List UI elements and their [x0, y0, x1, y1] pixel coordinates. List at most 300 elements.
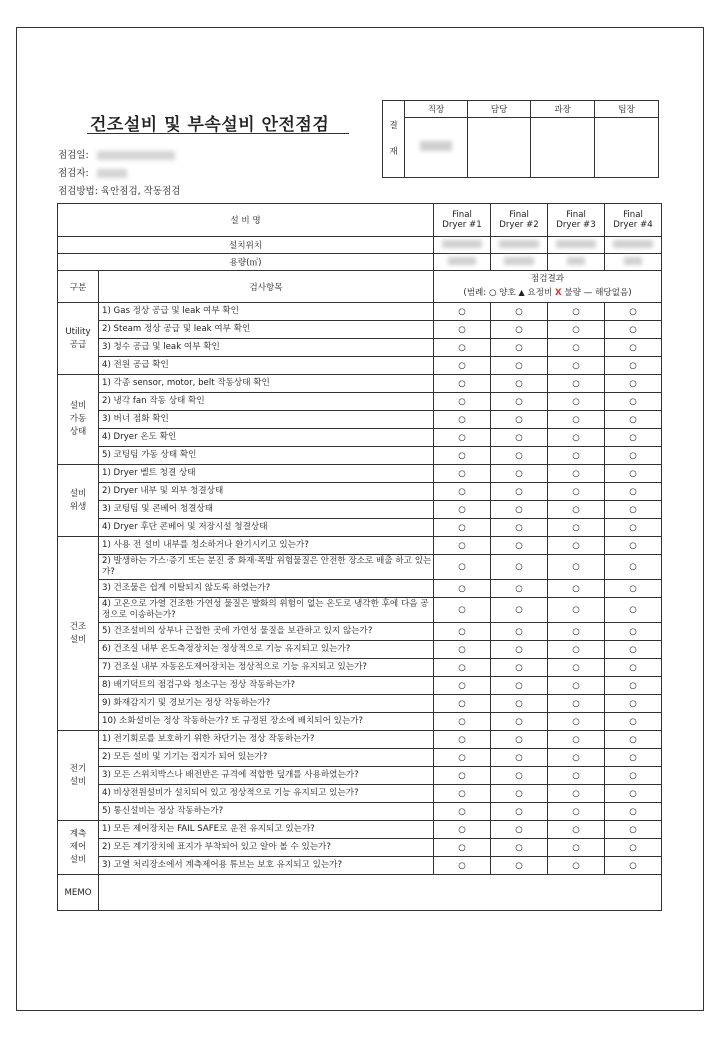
result-cell[interactable]: [548, 321, 605, 339]
good-mark-icon: ○: [572, 842, 580, 853]
result-cell[interactable]: [491, 623, 548, 641]
approval-role: 직장: [405, 101, 468, 118]
result-cell[interactable]: [434, 321, 491, 339]
result-cell[interactable]: [491, 447, 548, 465]
result-cell[interactable]: [491, 857, 548, 875]
result-cell[interactable]: [434, 623, 491, 641]
good-mark-icon: ○: [458, 432, 466, 443]
result-cell[interactable]: [491, 695, 548, 713]
result-cell[interactable]: [491, 537, 548, 555]
checklist-row: [58, 429, 662, 447]
redacted-inspector: [97, 169, 127, 178]
result-cell[interactable]: [548, 641, 605, 659]
checklist-row: [58, 483, 662, 501]
result-cell[interactable]: [434, 519, 491, 537]
good-mark-icon: ○: [458, 770, 466, 781]
checklist-row: [58, 357, 662, 375]
good-mark-icon: ○: [515, 306, 523, 317]
approval-box: [382, 100, 659, 178]
checklist-row: [58, 375, 662, 393]
redacted-capacity: [548, 254, 605, 271]
result-cell[interactable]: [434, 580, 491, 598]
good-mark-icon: ○: [515, 468, 523, 479]
good-mark-icon: ○: [458, 562, 466, 572]
memo-field[interactable]: [99, 875, 662, 911]
result-cell[interactable]: [548, 537, 605, 555]
approval-signature-cell: [405, 118, 468, 178]
good-mark-icon: ○: [629, 324, 637, 335]
result-cell[interactable]: [434, 749, 491, 767]
good-mark-icon: ○: [629, 788, 637, 799]
result-cell[interactable]: [491, 555, 548, 580]
checklist-item-text: 7) 건조실 내부 자동온도제어장치는 정상적으로 기능 유지되고 있는가?: [99, 659, 434, 677]
result-cell[interactable]: [548, 393, 605, 411]
checklist-row: [58, 393, 662, 411]
good-mark-icon: ○: [458, 342, 466, 353]
result-cell[interactable]: [434, 857, 491, 875]
good-mark-icon: ○: [572, 626, 580, 637]
inspection-date-row: [58, 147, 175, 161]
result-cell[interactable]: [605, 339, 662, 357]
good-mark-icon: ○: [458, 522, 466, 533]
result-cell[interactable]: [605, 839, 662, 857]
result-cell[interactable]: [491, 803, 548, 821]
result-cell[interactable]: [434, 537, 491, 555]
result-cell[interactable]: [605, 375, 662, 393]
result-cell[interactable]: [548, 555, 605, 580]
result-cell[interactable]: [491, 659, 548, 677]
result-cell[interactable]: [434, 731, 491, 749]
good-mark-icon: ○: [458, 788, 466, 799]
inspection-method: 점검방법: 육안점검, 작동점검: [58, 186, 181, 197]
good-mark-icon: ○: [629, 360, 637, 371]
result-cell[interactable]: [548, 731, 605, 749]
good-mark-icon: ○: [458, 752, 466, 763]
result-cell[interactable]: [491, 749, 548, 767]
result-cell[interactable]: [491, 393, 548, 411]
bad-legend-icon: X: [555, 288, 562, 298]
good-mark-icon: ○: [515, 734, 523, 745]
checklist-row: [58, 537, 662, 555]
result-cell[interactable]: [434, 375, 491, 393]
good-mark-icon: ○: [629, 842, 637, 853]
checklist-item-text: 1) Dryer 벨트 청결 상태: [99, 465, 434, 483]
result-cell[interactable]: [548, 695, 605, 713]
result-cell[interactable]: [491, 429, 548, 447]
result-cell[interactable]: [434, 483, 491, 501]
good-mark-icon: ○: [572, 414, 580, 425]
checklist-row: [58, 519, 662, 537]
checklist-item-text: 5) 건조설비의 상부나 근접한 곳에 가연성 물질을 보관하고 있지 않는가?: [99, 623, 434, 641]
good-mark-icon: ○: [629, 540, 637, 551]
approval-role: 담당: [468, 101, 531, 118]
checklist-row: [58, 767, 662, 785]
result-cell[interactable]: [434, 641, 491, 659]
result-legend: (범례: ○ 양호 ▲ 요정비 X 불량 — 해당없음): [463, 288, 632, 298]
checklist-item-text: 5) 코팅팀 가동 상태 확인: [99, 447, 434, 465]
result-cell[interactable]: [548, 598, 605, 623]
checklist-row: [58, 580, 662, 598]
good-mark-icon: ○: [458, 806, 466, 817]
redacted-date: [97, 151, 175, 160]
result-cell[interactable]: [548, 713, 605, 731]
good-mark-icon: ○: [572, 378, 580, 389]
good-mark-icon: ○: [629, 734, 637, 745]
good-mark-icon: ○: [572, 486, 580, 497]
result-cell[interactable]: [434, 411, 491, 429]
result-cell[interactable]: [605, 803, 662, 821]
approval-signature-cell: [595, 118, 659, 178]
checklist-row: [58, 803, 662, 821]
result-cell[interactable]: [548, 659, 605, 677]
result-cell[interactable]: [491, 303, 548, 321]
result-cell[interactable]: [434, 598, 491, 623]
location-label: 설치위치: [58, 237, 434, 254]
result-cell[interactable]: [548, 767, 605, 785]
category-label: 계측 제어 설비: [58, 821, 99, 875]
good-mark-icon: ○: [515, 414, 523, 425]
checklist-row: [58, 821, 662, 839]
result-cell[interactable]: [491, 677, 548, 695]
result-cell[interactable]: [548, 857, 605, 875]
result-cell[interactable]: [434, 339, 491, 357]
result-cell[interactable]: [548, 303, 605, 321]
result-cell[interactable]: [548, 501, 605, 519]
result-cell[interactable]: [491, 483, 548, 501]
result-cell[interactable]: [548, 519, 605, 537]
good-mark-icon: ○: [629, 414, 637, 425]
result-cell[interactable]: [548, 465, 605, 483]
good-mark-icon: ○: [572, 522, 580, 533]
column-header-row: [58, 271, 662, 303]
result-cell[interactable]: [548, 447, 605, 465]
checklist-item-text: 3) 건조물은 쉽게 이탈되지 않도록 하였는가?: [99, 580, 434, 598]
result-cell[interactable]: [605, 447, 662, 465]
result-cell[interactable]: [434, 713, 491, 731]
good-mark-icon: ○: [458, 605, 466, 615]
result-cell[interactable]: [605, 501, 662, 519]
checklist-item-text: 3) 고열 처리장소에서 계측제어용 튜브는 보호 유지되고 있는가?: [99, 857, 434, 875]
result-cell[interactable]: [605, 465, 662, 483]
good-mark-icon: ○: [629, 626, 637, 637]
good-mark-icon: ○: [458, 698, 466, 709]
result-cell[interactable]: [605, 659, 662, 677]
result-cell[interactable]: [434, 821, 491, 839]
redacted-capacity: [434, 254, 491, 271]
result-cell[interactable]: [548, 339, 605, 357]
checklist-row: [58, 623, 662, 641]
checklist-row: [58, 303, 662, 321]
result-cell[interactable]: [434, 677, 491, 695]
result-cell[interactable]: [434, 695, 491, 713]
result-cell[interactable]: [491, 598, 548, 623]
redacted-location: [434, 237, 491, 254]
good-mark-icon: ○: [629, 583, 637, 594]
good-legend-icon: ○: [488, 288, 497, 298]
category-label: 설비 가동 상태: [58, 375, 99, 465]
category-label: 건조 설비: [58, 537, 99, 731]
result-cell[interactable]: [548, 821, 605, 839]
result-cell[interactable]: [548, 803, 605, 821]
result-cell[interactable]: [491, 411, 548, 429]
result-cell[interactable]: [434, 465, 491, 483]
result-cell[interactable]: [605, 555, 662, 580]
result-cell[interactable]: [434, 447, 491, 465]
result-cell[interactable]: [434, 357, 491, 375]
result-cell[interactable]: [548, 357, 605, 375]
good-mark-icon: ○: [629, 450, 637, 461]
capacity-label: 용량(㎥): [58, 254, 434, 271]
good-mark-icon: ○: [515, 644, 523, 655]
category-label: 설비 위생: [58, 465, 99, 537]
result-cell[interactable]: [605, 429, 662, 447]
result-cell[interactable]: [491, 839, 548, 857]
dryer-header: Final Dryer #4: [605, 204, 662, 237]
result-cell[interactable]: [605, 623, 662, 641]
good-mark-icon: ○: [515, 662, 523, 673]
title-underline: [87, 133, 349, 134]
result-cell[interactable]: [548, 483, 605, 501]
result-cell[interactable]: [548, 677, 605, 695]
checklist-row: [58, 321, 662, 339]
result-cell[interactable]: [548, 411, 605, 429]
result-cell[interactable]: [605, 393, 662, 411]
good-mark-icon: ○: [572, 562, 580, 572]
good-mark-icon: ○: [572, 698, 580, 709]
good-mark-icon: ○: [515, 626, 523, 637]
checklist-item-text: 2) Steam 정상 공급 및 leak 여부 확인: [99, 321, 434, 339]
result-cell[interactable]: [434, 501, 491, 519]
checklist-row: [58, 749, 662, 767]
result-cell[interactable]: [434, 785, 491, 803]
result-cell[interactable]: [491, 641, 548, 659]
result-cell[interactable]: [605, 483, 662, 501]
good-mark-icon: ○: [629, 562, 637, 572]
good-mark-icon: ○: [629, 306, 637, 317]
result-cell[interactable]: [434, 803, 491, 821]
good-mark-icon: ○: [572, 306, 580, 317]
result-cell[interactable]: [434, 767, 491, 785]
result-cell[interactable]: [434, 659, 491, 677]
result-cell[interactable]: [605, 411, 662, 429]
result-cell[interactable]: [491, 357, 548, 375]
redacted-location: [491, 237, 548, 254]
inspection-table: [57, 203, 662, 911]
checklist-row: [58, 695, 662, 713]
good-mark-icon: ○: [458, 504, 466, 515]
good-mark-icon: ○: [629, 378, 637, 389]
memo-row: [58, 875, 662, 911]
good-mark-icon: ○: [572, 752, 580, 763]
good-mark-icon: ○: [629, 770, 637, 781]
result-cell[interactable]: [491, 465, 548, 483]
result-cell[interactable]: [491, 321, 548, 339]
result-cell[interactable]: [605, 321, 662, 339]
good-mark-icon: ○: [629, 468, 637, 479]
result-cell[interactable]: [491, 767, 548, 785]
checklist-row: [58, 339, 662, 357]
checklist-item-text: 2) Dryer 내부 및 외부 청결상태: [99, 483, 434, 501]
result-cell[interactable]: [434, 839, 491, 857]
category-header: 구분: [58, 271, 99, 303]
result-cell[interactable]: [434, 393, 491, 411]
good-mark-icon: ○: [515, 788, 523, 799]
equipment-name-row: [58, 204, 662, 237]
good-mark-icon: ○: [515, 752, 523, 763]
result-cell[interactable]: [605, 749, 662, 767]
good-mark-icon: ○: [629, 662, 637, 673]
good-mark-icon: ○: [458, 414, 466, 425]
good-mark-icon: ○: [458, 626, 466, 637]
good-mark-icon: ○: [458, 842, 466, 853]
good-mark-icon: ○: [572, 583, 580, 594]
result-cell[interactable]: [434, 555, 491, 580]
good-mark-icon: ○: [515, 770, 523, 781]
good-mark-icon: ○: [458, 306, 466, 317]
good-mark-icon: ○: [572, 662, 580, 673]
inspector-label: 점검자:: [58, 168, 89, 179]
checklist-item-text: 2) 모든 설비 및 기기는 접지가 되어 있는가?: [99, 749, 434, 767]
dryer-header: Final Dryer #2: [491, 204, 548, 237]
approval-signature-cell: [531, 118, 595, 178]
good-mark-icon: ○: [515, 824, 523, 835]
good-mark-icon: ○: [515, 806, 523, 817]
result-cell[interactable]: [491, 501, 548, 519]
good-mark-icon: ○: [515, 860, 523, 871]
good-mark-icon: ○: [458, 468, 466, 479]
good-mark-icon: ○: [629, 752, 637, 763]
result-cell[interactable]: [605, 767, 662, 785]
good-mark-icon: ○: [629, 522, 637, 533]
good-mark-icon: ○: [572, 770, 580, 781]
memo-label: MEMO: [58, 875, 99, 911]
result-cell[interactable]: [605, 857, 662, 875]
result-cell[interactable]: [605, 641, 662, 659]
result-cell[interactable]: [605, 537, 662, 555]
checklist-item-text: 3) 버너 점화 확인: [99, 411, 434, 429]
good-mark-icon: ○: [629, 644, 637, 655]
good-mark-icon: ○: [572, 605, 580, 615]
good-mark-icon: ○: [629, 860, 637, 871]
checklist-item-text: 1) 모든 제어장치는 FAIL SAFE로 운전 유지되고 있는가?: [99, 821, 434, 839]
result-cell[interactable]: [605, 677, 662, 695]
checklist-item-text: 3) 모든 스위치박스나 배전반은 규격에 적합한 덮개를 사용하였는가?: [99, 767, 434, 785]
result-cell[interactable]: [605, 695, 662, 713]
good-mark-icon: ○: [629, 504, 637, 515]
checklist-item-text: 8) 배기덕트의 점검구와 청소구는 정상 작동하는가?: [99, 677, 434, 695]
good-mark-icon: ○: [515, 562, 523, 572]
result-header: [434, 271, 662, 303]
good-mark-icon: ○: [515, 540, 523, 551]
result-header-title: 점검결과: [530, 274, 565, 284]
checklist-row: [58, 677, 662, 695]
capacity-row: [58, 254, 662, 271]
good-mark-icon: ○: [515, 360, 523, 371]
good-mark-icon: ○: [572, 716, 580, 727]
good-mark-icon: ○: [572, 644, 580, 655]
good-mark-icon: ○: [572, 432, 580, 443]
checklist-item-text: 3) 코팅팀 및 콘베어 청결상태: [99, 501, 434, 519]
inspection-date-label: 점검일:: [58, 150, 89, 161]
checklist-item-text: 9) 화재감지기 및 경보기는 정상 작동하는가?: [99, 695, 434, 713]
checklist-row: [58, 555, 662, 580]
good-mark-icon: ○: [515, 842, 523, 853]
good-mark-icon: ○: [515, 583, 523, 594]
category-label: 전기 설비: [58, 731, 99, 821]
good-mark-icon: ○: [515, 432, 523, 443]
result-cell[interactable]: [605, 303, 662, 321]
good-mark-icon: ○: [572, 680, 580, 691]
good-mark-icon: ○: [572, 806, 580, 817]
good-mark-icon: ○: [629, 698, 637, 709]
result-cell[interactable]: [548, 839, 605, 857]
good-mark-icon: ○: [458, 486, 466, 497]
result-cell[interactable]: [605, 731, 662, 749]
approval-signature-cell: [468, 118, 531, 178]
result-cell[interactable]: [605, 821, 662, 839]
result-cell[interactable]: [548, 580, 605, 598]
result-cell[interactable]: [548, 429, 605, 447]
good-mark-icon: ○: [458, 662, 466, 673]
checklist-item-text: 2) 발생하는 가스·증기 또는 분진 중 화재·폭발 위험물질은 안전한 장소로 배출 하고 있는가?: [99, 555, 434, 580]
good-mark-icon: ○: [458, 450, 466, 461]
result-cell[interactable]: [491, 821, 548, 839]
good-mark-icon: ○: [629, 432, 637, 443]
result-cell[interactable]: [605, 598, 662, 623]
redacted-location: [605, 237, 662, 254]
good-mark-icon: ○: [629, 396, 637, 407]
result-cell[interactable]: [548, 785, 605, 803]
result-cell[interactable]: [605, 580, 662, 598]
checklist-item-text: 4) 비상전원설비가 설치되어 있고 정상적으로 기능 유지되고 있는가?: [99, 785, 434, 803]
result-cell[interactable]: [548, 623, 605, 641]
result-cell[interactable]: [605, 785, 662, 803]
checklist-row: [58, 839, 662, 857]
result-cell[interactable]: [491, 580, 548, 598]
good-mark-icon: ○: [515, 396, 523, 407]
attention-legend-icon: ▲: [518, 288, 525, 297]
result-cell[interactable]: [491, 785, 548, 803]
result-cell[interactable]: [605, 357, 662, 375]
checklist-row: [58, 501, 662, 519]
good-mark-icon: ○: [572, 824, 580, 835]
result-cell[interactable]: [605, 713, 662, 731]
good-mark-icon: ○: [572, 504, 580, 515]
approval-role: 팀장: [595, 101, 659, 118]
result-cell[interactable]: [605, 519, 662, 537]
result-cell[interactable]: [548, 375, 605, 393]
result-cell[interactable]: [434, 303, 491, 321]
result-cell[interactable]: [491, 519, 548, 537]
good-mark-icon: ○: [515, 504, 523, 515]
checklist-item-text: 1) 사용 전 설비 내부를 청소하거나 환기시키고 있는가?: [99, 537, 434, 555]
good-mark-icon: ○: [458, 583, 466, 594]
result-cell[interactable]: [491, 375, 548, 393]
result-cell[interactable]: [491, 713, 548, 731]
good-mark-icon: ○: [629, 605, 637, 615]
checklist-item-text: 4) Dryer 온도 확인: [99, 429, 434, 447]
result-cell[interactable]: [434, 429, 491, 447]
good-mark-icon: ○: [515, 450, 523, 461]
good-mark-icon: ○: [572, 734, 580, 745]
result-cell[interactable]: [491, 731, 548, 749]
result-cell[interactable]: [548, 749, 605, 767]
good-mark-icon: ○: [458, 540, 466, 551]
category-label: Utility 공급: [58, 303, 99, 375]
na-legend-icon: —: [583, 288, 593, 298]
checklist-item-text: 1) Gas 정상 공급 및 leak 여부 확인: [99, 303, 434, 321]
result-cell[interactable]: [491, 339, 548, 357]
